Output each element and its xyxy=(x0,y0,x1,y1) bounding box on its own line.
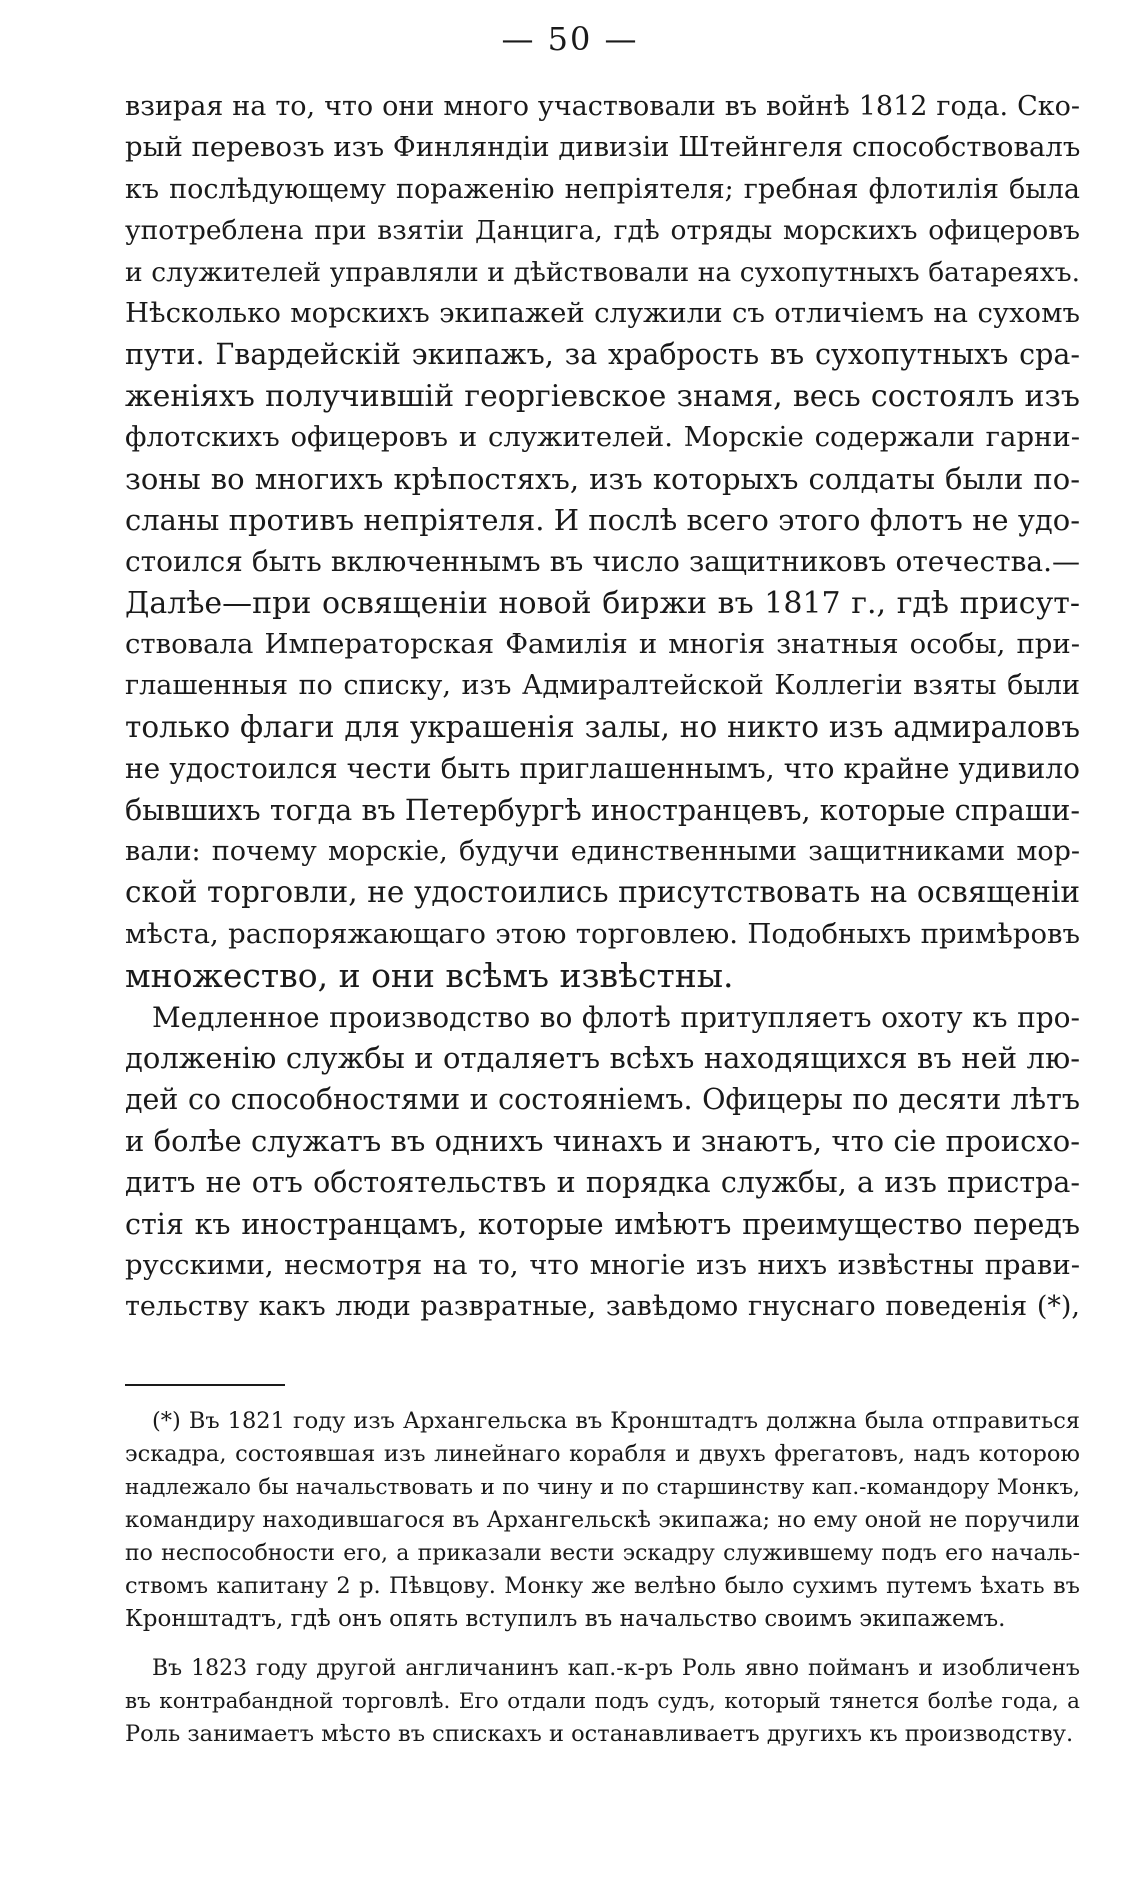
text-line: не удостоился чести быть приглашеннымъ, что крайне удивило xyxy=(125,752,1080,786)
text-line: женіяхъ получившій георгіевское знамя, весь состоялъ изъ xyxy=(125,378,1080,414)
footnote-line: Роль занимаетъ мѣсто въ спискахъ и останавливаетъ другихъ къ производству. xyxy=(125,1721,1074,1747)
text-line: ствовала Императорская Фамилія и многія знатныя особы, при- xyxy=(125,628,1080,661)
footnote-line: Въ 1823 году другой англичанинъ кап.-к-ръ Роль явно пойманъ и изобличенъ xyxy=(152,1656,1080,1681)
text-line: Медленное производство во флотѣ притупляетъ охоту къ про- xyxy=(152,1000,1080,1034)
footnote-line: командиру находившагося въ Архангельскѣ экипажа; но ему оной не поручили xyxy=(125,1507,1080,1533)
text-line: сланы противъ непріятеля. И послѣ всего этого флотъ не удо- xyxy=(125,502,1080,537)
text-line: стія къ иностранцамъ, которые имѣютъ преимущество передъ xyxy=(125,1207,1080,1241)
text-line: Далѣе—при освященіи новой биржи въ 1817 г., гдѣ присут- xyxy=(125,585,1080,621)
text-line: глашенныя по списку, изъ Адмиралтейской Коллегіи взяты были xyxy=(125,670,1080,702)
text-line: бывшихъ тогда въ Петербургѣ иностранцевъ, которые спраши- xyxy=(125,793,1080,827)
footnotes xyxy=(125,1405,1080,1751)
text-line: долженію службы и отдаляетъ всѣхъ находящихся въ ней лю- xyxy=(125,1040,1080,1075)
footnote-line: въ контрабандной торговлѣ. Его отдали подъ судъ, который тянется болѣе года, а xyxy=(125,1689,1080,1714)
text-line: употреблена при взятіи Данцига, гдѣ отряды морскихъ офицеровъ xyxy=(125,215,1080,247)
footnote-line: по неспособности его, а приказали вести эскадру служившему подъ его началь- xyxy=(125,1541,1080,1566)
main-text xyxy=(125,86,1080,1328)
text-line: ской торговли, не удостоились присутствовать на освященіи xyxy=(125,875,1080,910)
footnote-divider xyxy=(125,1384,285,1386)
text-line: только флаги для украшенія залы, но никто изъ адмираловъ xyxy=(125,709,1080,744)
text-line: флотскихъ офицеровъ и служителей. Морскіе содержали гарни- xyxy=(125,421,1080,454)
footnote-line: надлежало бы начальствовать и по чину и по старшинству кап.-командору Монкъ, xyxy=(125,1475,1080,1500)
text-line: пути. Гвардейскій экипажъ, за храбрость въ сухопутныхъ сра- xyxy=(125,338,1080,372)
text-line: и служителей управляли и дѣйствовали на сухопутныхъ батареяхъ. xyxy=(125,256,1080,288)
footnote-line: Кронштадтъ, гдѣ онъ опять вступилъ въ начальство своимъ экипажемъ. xyxy=(125,1606,1006,1632)
text-line: взирая на то, что они много участвовали въ войнѣ 1812 года. Ско- xyxy=(125,91,1080,122)
text-line: мѣста, распоряжающаго этою торговлею. Подобныхъ примѣровъ xyxy=(125,917,1080,950)
text-line: и болѣе служатъ въ однихъ чинахъ и знаютъ, что сіе происхо- xyxy=(125,1123,1080,1158)
text-line: Нѣсколько морскихъ экипажей служили съ отличіемъ на сухомъ xyxy=(125,296,1080,329)
footnote-line: ствомъ капитану 2 р. Пѣвцову. Монку же велѣно было сухимъ путемъ ѣхать въ xyxy=(125,1573,1080,1599)
text-line: тельству какъ люди развратные, завѣдомо гнуснаго поведенія (*), xyxy=(125,1291,1080,1323)
text-line: къ послѣдующему пораженію непріятеля; гребная флотилія была xyxy=(125,173,1080,205)
text-line: дитъ не отъ обстоятельствъ и порядка службы, а изъ пристра- xyxy=(125,1166,1080,1200)
page-number: — 50 — xyxy=(501,20,639,58)
text-line: дей со способностями и состояніемъ. Офицеры по десяти лѣтъ xyxy=(125,1083,1080,1117)
text-line: рый перевозъ изъ Финляндіи дивизіи Штейнгеля способствовалъ xyxy=(125,131,1080,164)
text-line: множество, и они всѣмъ извѣстны. xyxy=(125,956,734,996)
text-line: зоны во многихъ крѣпостяхъ, изъ которыхъ солдаты были по- xyxy=(125,461,1080,496)
footnote-line: (*) Въ 1821 году изъ Архангельска въ Кронштадтъ должна была отправиться xyxy=(152,1408,1080,1434)
text-line: русскими, несмотря на то, что многіе изъ нихъ извѣстны прави- xyxy=(125,1248,1080,1281)
text-line: стоился быть включеннымъ въ число защитниковъ отечества.— xyxy=(125,545,1080,579)
text-line: вали: почему морскіе, будучи единственными защитниками мор- xyxy=(125,836,1080,868)
footnote-line: эскадра, состоявшая изъ линейнаго корабля и двухъ фрегатовъ, надъ которою xyxy=(125,1441,1080,1467)
